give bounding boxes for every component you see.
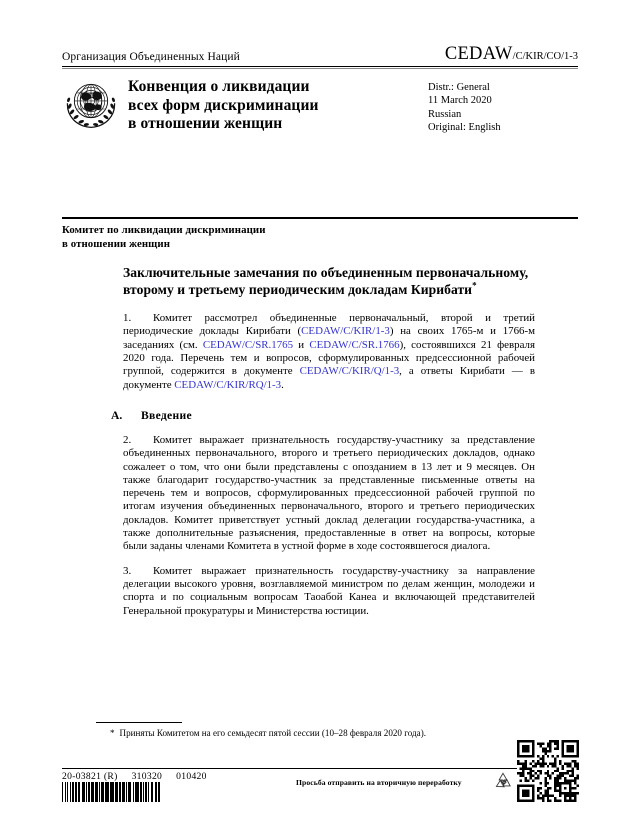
page-title [123, 265, 535, 298]
barcode-bar [67, 782, 68, 802]
paragraph-2 [123, 434, 535, 554]
distribution-block [428, 76, 578, 134]
barcode-bar [135, 782, 139, 802]
barcode-bar [143, 782, 144, 802]
paragraph-3-body: Комитет выражает признательность государству-участнику за направление делегации высокого уровня, возглавляемой министром по делам женщин, молодежи и спорта и по социальным вопросам Таоабой Канеа и включающей представителей Генеральной прокуратуры и Министерства юстиции. [123, 564, 535, 617]
barcode-bar [158, 782, 159, 802]
convention-title-line-2: всех форм дискриминации [128, 96, 319, 114]
document-date: 11 March 2020 [428, 95, 492, 107]
paragraph-3-number: 3. [123, 564, 132, 577]
barcode-bar [78, 782, 80, 802]
barcode-bar [65, 782, 66, 802]
date-code-1: 310320 [131, 771, 163, 782]
un-emblem-container [62, 76, 128, 134]
recycle-note: Просьба отправить на вторичную переработку [296, 778, 462, 787]
barcode-bar [105, 782, 109, 802]
barcode-bar [122, 782, 125, 802]
document-symbol-link[interactable]: CEDAW/C/KIR/1-3 [301, 325, 390, 338]
barcode-bar [133, 782, 134, 802]
barcode-bar [91, 782, 94, 802]
qr-code-image [517, 740, 579, 802]
barcode-bar [119, 782, 120, 802]
masthead-rule [62, 66, 578, 67]
paragraph-1-body: Комитет рассмотрел объединенные первоначальный, второй и третий периодические доклады Кирибати (CEDAW/C/KIR/1-3) на своих 1765-м и 1766-м заседаниях (см. CEDAW/C/SR.1765 и CEDAW/C/SR.1766), состоявшихся 21 февраля 2020 года. Перечень тем и вопросов, сформулированных предсессионной рабочей группой, содержится в документе CEDAW/C/KIR/Q/1-3, а ответы Кирибати — в документе CEDAW/C/KIR/RQ/1-3. [123, 312, 535, 391]
document-symbol-link[interactable]: CEDAW/C/KIR/RQ/1-3 [174, 378, 282, 391]
barcode-bar [86, 782, 87, 802]
section-heading-a [111, 408, 535, 423]
section-letter: A. [111, 408, 123, 422]
document-language: Russian [428, 108, 462, 120]
barcode-bar [99, 782, 100, 802]
barcode-bar [151, 782, 154, 802]
paragraph-2-number: 2. [123, 433, 132, 446]
document-symbol-suffix: /C/KIR/CO/1-3 [512, 51, 578, 62]
committee-divider [62, 217, 578, 219]
footnote-separator [96, 722, 182, 723]
paragraph-1 [123, 312, 535, 392]
barcode-bar [75, 782, 77, 802]
qr-code [517, 740, 579, 802]
barcode-bar [126, 782, 127, 802]
barcode-bar [140, 782, 141, 802]
barcode-bar [72, 782, 73, 802]
section-label: Введение [141, 408, 192, 422]
footer-divider [62, 768, 578, 769]
convention-title [128, 76, 428, 134]
committee-name [62, 224, 392, 251]
page-title-text: Заключительные замечания по объединенным первоначальному, второму и третьему периодическим докладам Кирибати [123, 265, 529, 297]
convention-title-line-1: Конвенция о ликвидации [128, 78, 310, 95]
document-symbol-link[interactable]: CEDAW/C/KIR/Q/1-3 [299, 365, 400, 378]
footnote-marker: * [110, 728, 115, 738]
barcode-bar [62, 782, 63, 802]
un-emblem-icon [62, 78, 120, 132]
barcode [62, 782, 161, 802]
original-language: Original: English [428, 121, 501, 133]
committee-name-line-2: в отношении женщин [62, 237, 171, 250]
barcode-bar [101, 782, 104, 802]
barcode-bar [88, 782, 89, 802]
job-number [62, 771, 207, 782]
barcode-bar [95, 782, 98, 802]
barcode-bar [155, 782, 158, 802]
footnote-text: Приняты Комитетом на его семьдесят пятой сессии (10–28 февраля 2020 года). [119, 728, 426, 738]
masthead-top-row [62, 44, 578, 64]
paragraph-3 [123, 565, 535, 618]
barcode-bar [145, 782, 146, 802]
masthead [62, 44, 578, 134]
job-number-value: 20-03821 (R) [62, 771, 118, 782]
footnote [110, 728, 540, 740]
document-symbol [444, 44, 578, 64]
paragraph-1-number: 1. [123, 312, 132, 325]
distribution-type: Distr.: General [428, 82, 490, 93]
date-code-2: 010420 [176, 771, 207, 782]
organization-name: Организация Объединенных Наций [62, 51, 240, 63]
convention-title-line-3: в отношении женщин [128, 115, 283, 132]
title-footnote-marker: * [472, 280, 477, 291]
document-symbol-link[interactable]: CEDAW/C/SR.1765 [202, 338, 294, 351]
barcode-bar [115, 782, 118, 802]
document-symbol-main: CEDAW [444, 44, 513, 64]
document-symbol-link[interactable]: CEDAW/C/SR.1766 [309, 338, 400, 351]
masthead-rule-secondary [62, 68, 578, 69]
barcode-bar [82, 782, 85, 802]
masthead-body [62, 76, 578, 134]
barcode-bar [70, 782, 71, 802]
barcode-bar [110, 782, 114, 802]
committee-name-line-1: Комитет по ликвидации дискриминации [62, 224, 266, 236]
barcode-bar [148, 782, 149, 802]
document-body [111, 265, 535, 629]
barcode-bar [128, 782, 131, 802]
paragraph-2-body: Комитет выражает признательность государству-участнику за представление объединенных первоначального, второго и третьего периодических докладов, однако сожалеет о том, что они были представлены с опозданием в 13 лет и 9 месяцев. Он также благодарит государство-участник за представленные письменные ответы на перечень тем и вопросов, сформулированных предсессионной рабочей группой по итогам изучения объединенных первоначального, второго и третьего периодических докладов. Комитет приветствует устный доклад делегации государства-участника, а также дополнительные разъяснения, предоставленные в ответ на вопросы, которые были заданы членами Комитета в устной форме в ходе состоявшегося диалога. [123, 433, 535, 553]
recycle-icon [492, 770, 514, 792]
